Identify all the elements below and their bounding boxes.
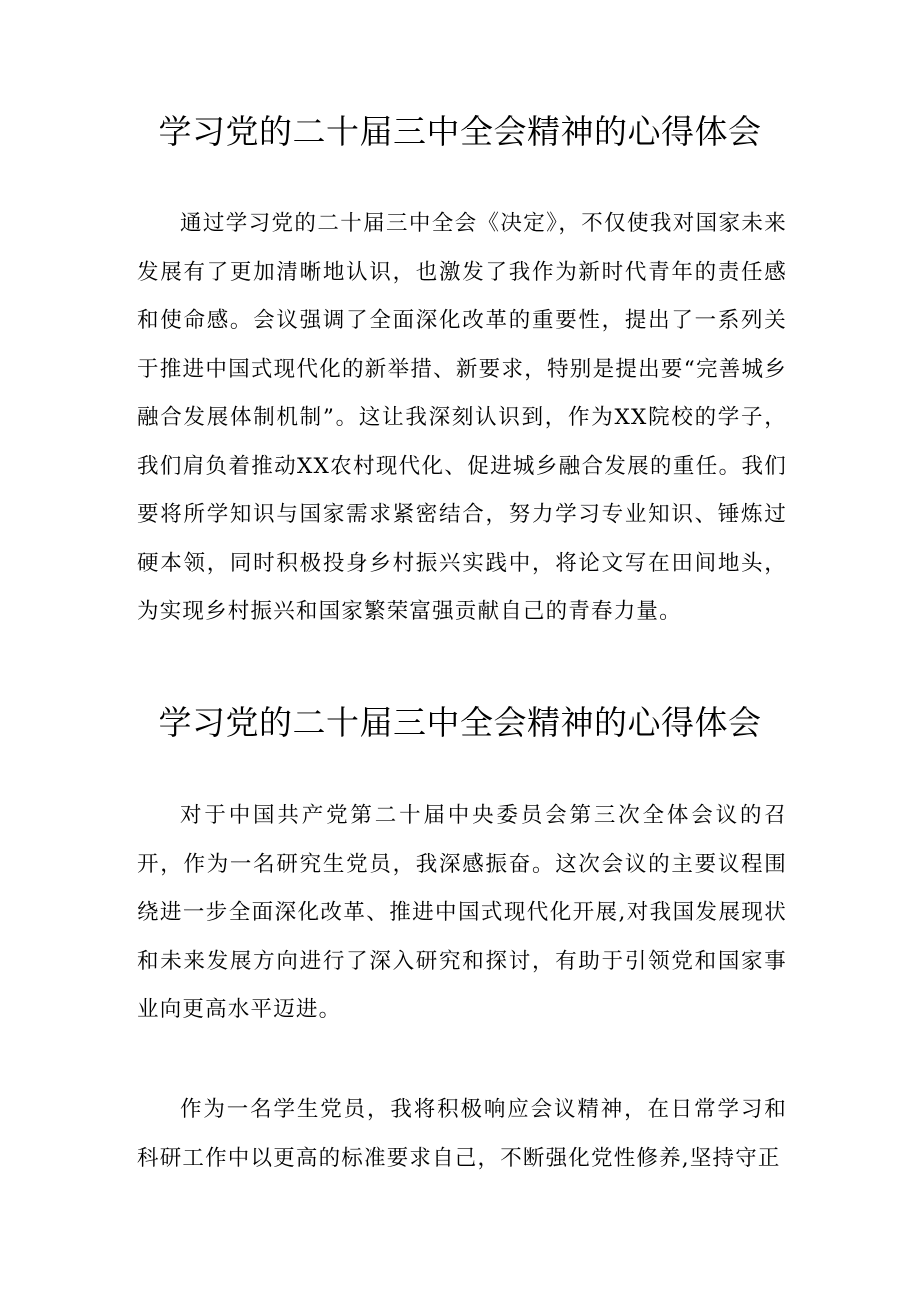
- section-paragraph: 通过学习党的二十届三中全会《决定》，不仅使我对国家未来发展有了更加清晰地认识，也激发了我作为新时代青年的责任感和使命感。会议强调了全面深化改革的重要性，提出了一系列关于推进中国式现代化的新举措、新要求，特别是提出要“完善城乡融合发展体制机制”。这让我深刻认识到，作为XX院校的学子，我们肩负着推动XX农村现代化、促进城乡融合发展的重任。我们要将所学知识与国家需求紧密结合，努力学习专业知识、锤炼过硬本领，同时积极投身乡村振兴实践中，将论文写在田间地头，为实现乡村振兴和国家繁荣富强贡献自己的青春力量。: [137, 211, 787, 624]
- section-title: 学习党的二十届三中全会精神的心得体会: [158, 703, 762, 742]
- section-title: 学习党的二十届三中全会精神的心得体会: [158, 112, 762, 151]
- section-paragraph: 对于中国共产党第二十届中央委员会第三次全体会议的召开，作为一名研究生党员，我深感振奋。这次会议的主要议程围绕进一步全面深化改革、推进中国式现代化开展,对我国发展现状和未来发展方向进行了深入研究和探讨，有助于引领党和国家事业向更高水平迈进。: [137, 803, 787, 1022]
- section-paragraph: 作为一名学生党员，我将积极响应会议精神，在日常学习和科研工作中以更高的标准要求自己，不断强化党性修养,坚持守正: [137, 1097, 787, 1171]
